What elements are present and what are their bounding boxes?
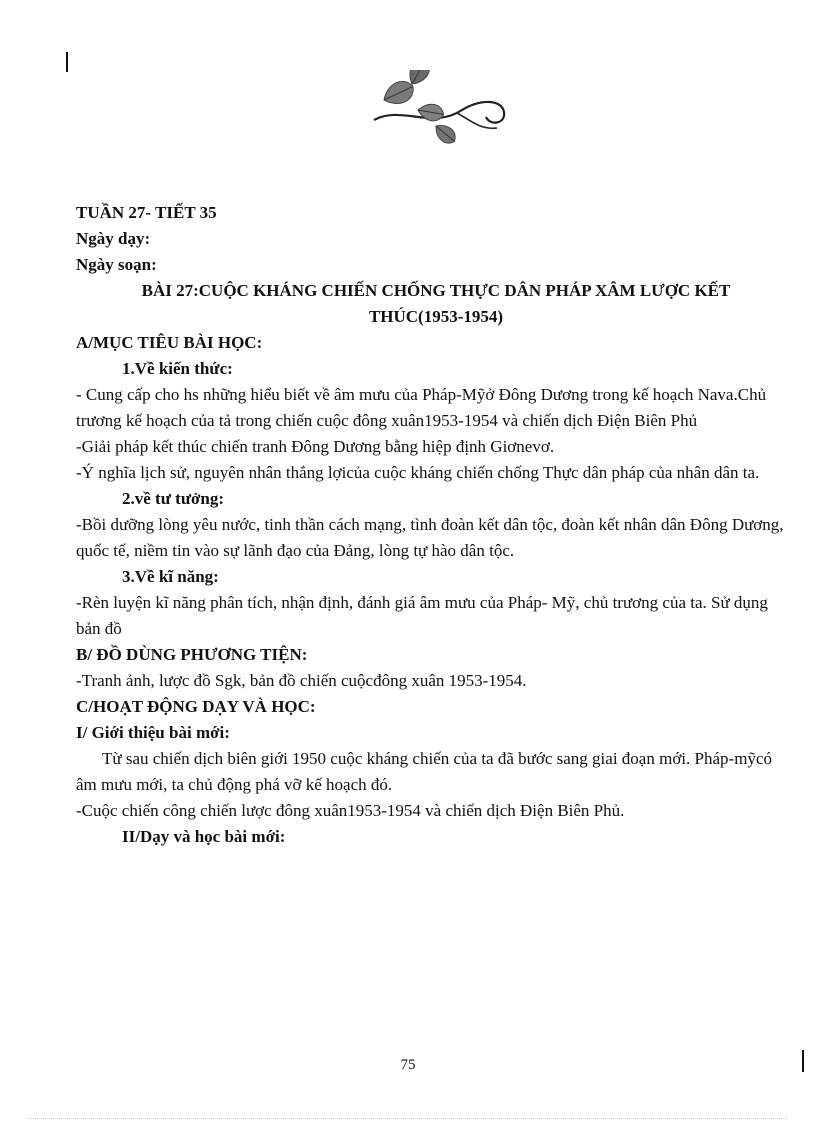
intro-paragraph-2: -Cuộc chiến công chiến lược đông xuân1953-1954 và chiến dịch Điện Biên Phủ.	[76, 801, 625, 820]
document-body	[76, 200, 796, 850]
prep-date-label: Ngày soạn:	[76, 255, 157, 274]
knowledge-paragraph-2: -Giải pháp kết thúc chiến tranh Đông Dương bằng hiệp định Giơnevơ.	[76, 437, 555, 456]
knowledge-paragraph-3: -Ý nghĩa lịch sử, nguyên nhân thắng lợicủa cuộc kháng chiến chống Thực dân pháp của nhân dân ta.	[76, 463, 760, 482]
knowledge-heading: 1.Về kiến thức:	[122, 359, 233, 378]
leaf-vine-ornament-icon	[362, 70, 512, 145]
section-b-heading: B/ ĐỒ DÙNG PHƯƠNG TIỆN:	[76, 645, 308, 664]
section-c-heading: C/HOẠT ĐỘNG DẠY VÀ HỌC:	[76, 697, 316, 716]
section-b-paragraph-1: -Tranh ảnh, lược đồ Sgk, bản đồ chiến cuộcđông xuân 1953-1954.	[76, 671, 527, 690]
text-cursor	[66, 52, 68, 72]
skills-paragraph-1: -Rèn luyện kĩ năng phân tích, nhận định, đánh giá âm mưu của Pháp- Mỹ, chủ trương của ta. Sử dụng bản đồ	[76, 593, 768, 638]
margin-bar	[802, 1050, 804, 1072]
page-number: 75	[400, 1057, 416, 1073]
intro-heading: I/ Giới thiệu bài mới:	[76, 723, 230, 742]
thought-paragraph-1: -Bồi dưỡng lòng yêu nước, tinh thần cách mạng, tình đoàn kết dân tộc, đoàn kết nhân dân Đông Dương, quốc tế, niềm tin vào sự lãnh đạo của Đảng, lòng tự hào dân tộc.	[76, 515, 784, 560]
section-a-heading: A/MỤC TIÊU BÀI HỌC:	[76, 333, 263, 352]
page-bottom-divider	[28, 1118, 788, 1119]
intro-paragraph-1: Từ sau chiến dịch biên giới 1950 cuộc kháng chiến của ta đã bước sang giai đoạn mới. Pháp-mỹcó âm mưu mới, ta chủ động phá vỡ kế hoạch đó.	[76, 749, 772, 794]
thought-heading: 2.về tư tưởng:	[122, 489, 225, 508]
teach-date-label: Ngày dạy:	[76, 229, 151, 248]
knowledge-paragraph-1: - Cung cấp cho hs những hiểu biết về âm mưu của Pháp-Mỹở Đông Dương trong kế hoạch Nava.Chủ trương kế hoạch của tả trong chiến cuộc đông xuân1953-1954 và chiến dịch Điện Biên Phủ	[76, 385, 767, 430]
teach-heading: II/Dạy và học bài mới:	[122, 827, 286, 846]
lesson-title-line2: THÚC(1953-1954)	[368, 307, 504, 326]
week-lesson-line: TUẦN 27- TIẾT 35	[76, 203, 217, 222]
skills-heading: 3.Về kĩ năng:	[122, 567, 219, 586]
lesson-title-line1: BÀI 27:CUỘC KHÁNG CHIẾN CHỐNG THỰC DÂN PHÁP XÂM LƯỢC KẾT	[141, 281, 731, 300]
